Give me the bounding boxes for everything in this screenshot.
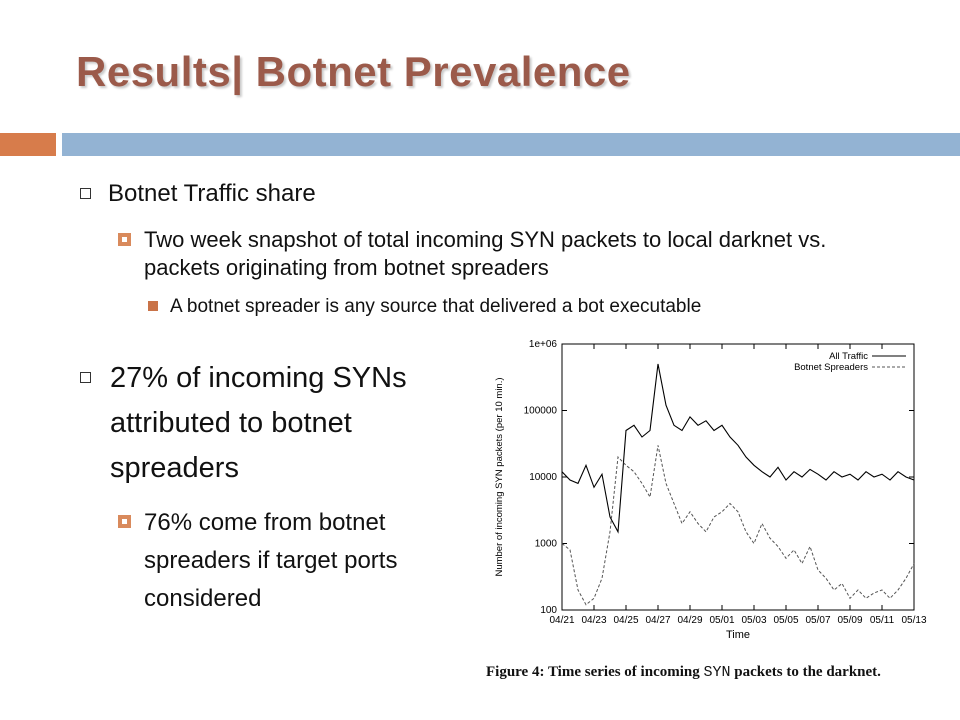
x-tick-label: 05/13 (901, 615, 927, 626)
figure-caption (486, 664, 881, 681)
y-tick-label: 1e+06 (528, 339, 557, 350)
bullet-two-week-snapshot (118, 226, 858, 282)
y-axis-label: Number of incoming SYN packets (per 10 min.) (494, 377, 505, 577)
hollow-square-bullet-icon (80, 188, 91, 199)
x-tick-label: 04/21 (549, 615, 575, 626)
x-tick-label: 04/23 (581, 615, 607, 626)
series-line-all-traffic (562, 364, 914, 532)
legend-label: Botnet Spreaders (794, 362, 868, 373)
bullet-text: Two week snapshot of total incoming SYN packets to local darknet vs. packets originating from botnet spreaders (144, 227, 827, 280)
bullet-text: 76% come from botnet spreaders if target ports considered (144, 509, 398, 612)
x-tick-label: 04/25 (613, 615, 639, 626)
title-underline-accent (0, 133, 56, 156)
bullet-27-percent (80, 356, 480, 491)
bullet-botnet-traffic-share (80, 180, 316, 208)
slide-title: Results| Botnet Prevalence (76, 48, 631, 95)
x-tick-label: 05/05 (773, 615, 799, 626)
bullet-text: 27% of incoming SYNs attributed to botnet spreaders (110, 362, 407, 484)
y-tick-label: 100 (540, 605, 557, 616)
framed-square-bullet-icon (118, 515, 131, 528)
caption-suffix: packets to the darknet. (730, 664, 881, 680)
x-tick-label: 05/07 (805, 615, 831, 626)
caption-syn: SYN (703, 664, 731, 681)
x-tick-label: 05/03 (741, 615, 767, 626)
hollow-square-bullet-icon (80, 372, 91, 383)
bullet-text: A botnet spreader is any source that delivered a bot executable (170, 296, 702, 317)
y-tick-label: 100000 (523, 405, 557, 417)
title-underline-bar (62, 133, 960, 156)
bullet-text: Botnet Traffic share (108, 180, 316, 207)
caption-prefix: Figure 4: Time series of incoming (486, 664, 704, 680)
framed-square-bullet-icon (118, 233, 131, 246)
x-tick-label: 04/29 (677, 615, 703, 626)
x-tick-label: 05/11 (869, 615, 895, 626)
y-tick-label: 10000 (529, 472, 557, 483)
chart-svg (478, 330, 948, 650)
y-tick-label: 1000 (534, 538, 557, 550)
bullet-spreader-definition (148, 296, 701, 318)
x-tick-label: 04/27 (645, 615, 671, 626)
syn-time-series-chart (478, 330, 948, 690)
x-tick-label: 05/09 (837, 615, 863, 626)
filled-square-bullet-icon (148, 301, 158, 311)
chart-legend (794, 351, 906, 373)
bullet-76-percent (118, 504, 468, 618)
legend-label: All Traffic (829, 351, 868, 362)
x-tick-label: 05/01 (709, 615, 735, 626)
x-axis-label: Time (725, 629, 751, 641)
